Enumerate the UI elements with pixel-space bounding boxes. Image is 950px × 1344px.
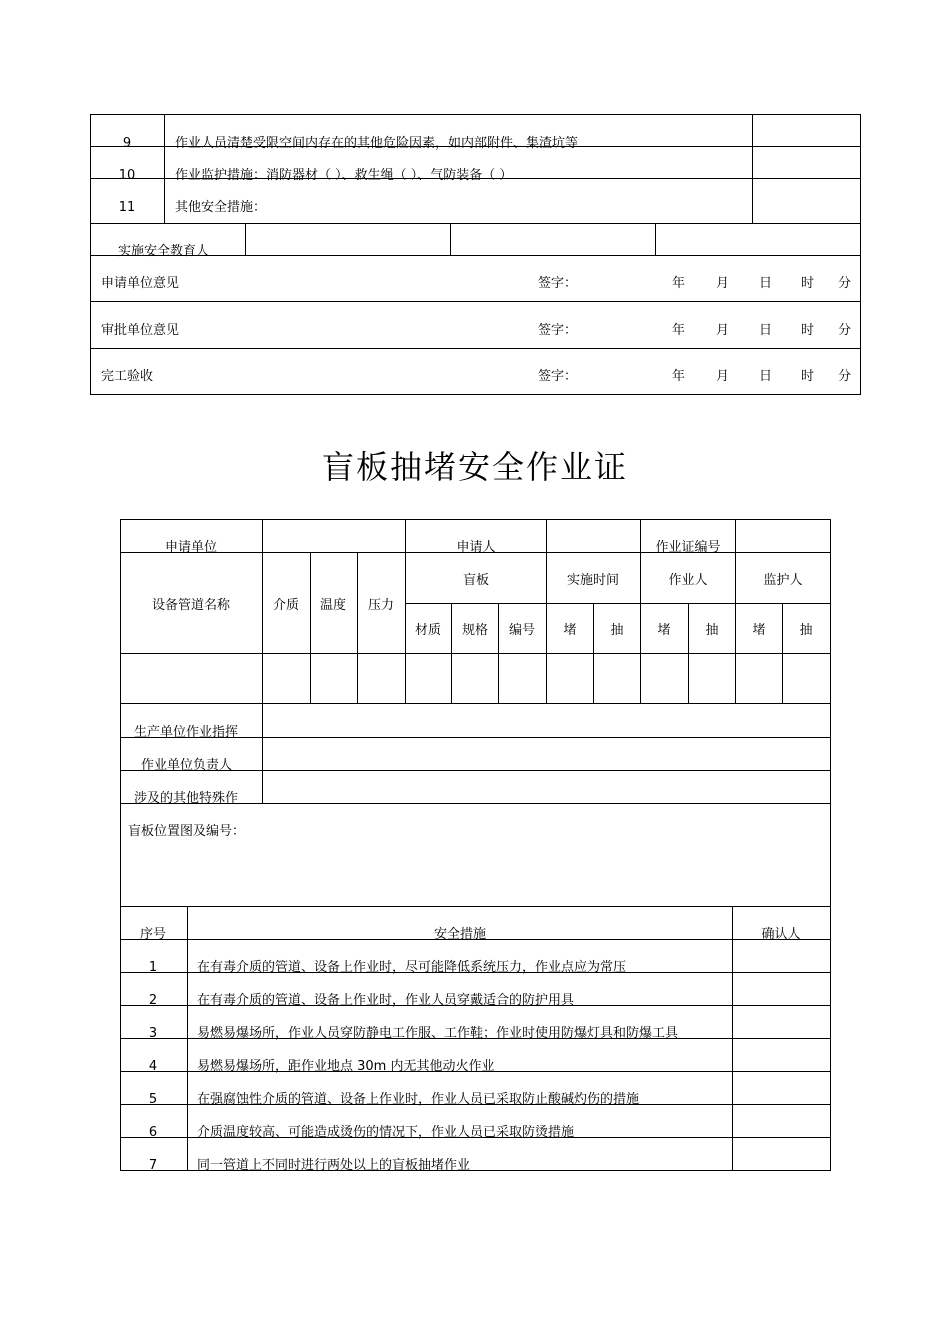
applicant-day: 日 — [759, 276, 773, 291]
impl-time-header: 实施时间 — [566, 573, 620, 588]
permit-number-label: 作业证编号 — [655, 540, 721, 555]
medium-header: 介质 — [272, 598, 300, 613]
measure-text: 介质温度较高、可能造成烫伤的情况下，作业人员已采取防烫措施 — [197, 1125, 575, 1140]
measure-text: 在有毒介质的管道、设备上作业时，作业人员穿戴适合的防护用具 — [197, 993, 575, 1008]
applicant-opinion-label: 申请单位意见 — [101, 276, 180, 291]
worker-block-subheader: 堵 — [657, 623, 671, 638]
completion-month: 月 — [716, 369, 730, 384]
completion-label: 完工验收 — [101, 369, 154, 384]
production-commander-label: 生产单位作业指挥 — [134, 725, 239, 740]
row-9-number: 9 — [122, 136, 132, 151]
guardian-header: 监护人 — [763, 573, 803, 588]
measure-text: 易燃易爆场所，距作业地点 30m 内无其他动火作业 — [197, 1059, 495, 1074]
applicant-sign-label: 签字： — [538, 276, 578, 291]
guardian-pull-subheader: 抽 — [799, 623, 813, 638]
material-subheader: 材质 — [414, 623, 442, 638]
guardian-block-subheader: 堵 — [752, 623, 766, 638]
approval-month: 月 — [716, 323, 730, 338]
blind-plate-header: 盲板 — [462, 573, 490, 588]
worker-pull-subheader: 抽 — [705, 623, 719, 638]
measure-text: 同一管道上不同时进行两处以上的盲板抽堵作业 — [197, 1158, 471, 1173]
other-special-label: 涉及的其他特殊作 — [134, 791, 239, 806]
row-10-text: 作业监护措施：消防器材（ ）、救生绳（ ）、气防装备（ ） — [175, 168, 513, 183]
measure-number: 2 — [148, 993, 158, 1008]
measure-text: 在强腐蚀性介质的管道、设备上作业时，作业人员已采取防止酸碱灼伤的措施 — [197, 1092, 640, 1107]
row-11-number: 11 — [118, 200, 136, 215]
row-11-text: 其他安全措施： — [175, 200, 267, 215]
measure-number: 3 — [148, 1026, 158, 1041]
number-subheader: 编号 — [508, 623, 536, 638]
impl-pull-subheader: 抽 — [610, 623, 624, 638]
equipment-name-header: 设备管道名称 — [151, 598, 231, 613]
row-10-number: 10 — [118, 168, 136, 183]
work-unit-leader-label: 作业单位负责人 — [141, 758, 233, 773]
pressure-header: 压力 — [367, 598, 395, 613]
measure-text: 易燃易爆场所，作业人员穿防静电工作服、工作鞋；作业时使用防爆灯具和防爆工具 — [197, 1026, 679, 1041]
applicant-minute: 分 — [838, 276, 852, 291]
measure-text: 在有毒介质的管道、设备上作业时，尽可能降低系统压力，作业点应为常压 — [197, 960, 627, 975]
applicant-label: 申请人 — [456, 540, 496, 555]
approval-sign-label: 签字： — [538, 323, 578, 338]
spec-subheader: 规格 — [461, 623, 489, 638]
approval-hour: 时 — [801, 323, 815, 338]
measures-header: 安全措施 — [433, 927, 487, 942]
blind-position-label: 盲板位置图及编号： — [128, 824, 246, 839]
completion-hour: 时 — [801, 369, 815, 384]
seq-header: 序号 — [139, 927, 167, 942]
completion-year: 年 — [672, 369, 686, 384]
applicant-unit-label: 申请单位 — [164, 540, 218, 555]
row-9-text: 作业人员清楚受限空间内存在的其他危险因素，如内部附件、集渣坑等 — [175, 136, 579, 151]
temperature-header: 温度 — [319, 598, 347, 613]
measure-number: 5 — [148, 1092, 158, 1107]
confirm-header: 确认人 — [761, 927, 801, 942]
completion-day: 日 — [759, 369, 773, 384]
completion-sign-label: 签字： — [538, 369, 578, 384]
measure-number: 6 — [148, 1125, 158, 1140]
impl-block-subheader: 堵 — [563, 623, 577, 638]
approval-year: 年 — [672, 323, 686, 338]
applicant-hour: 时 — [801, 276, 815, 291]
document-title: 盲板抽堵安全作业证 — [321, 448, 629, 486]
applicant-month: 月 — [716, 276, 730, 291]
applicant-year: 年 — [672, 276, 686, 291]
measure-number: 1 — [148, 960, 158, 975]
completion-minute: 分 — [838, 369, 852, 384]
approval-minute: 分 — [838, 323, 852, 338]
education-label: 实施安全教育人 — [118, 244, 210, 259]
approval-day: 日 — [759, 323, 773, 338]
measure-number: 4 — [148, 1059, 158, 1074]
measure-number: 7 — [148, 1158, 158, 1173]
worker-header: 作业人 — [668, 573, 708, 588]
approval-opinion-label: 审批单位意见 — [101, 323, 180, 338]
